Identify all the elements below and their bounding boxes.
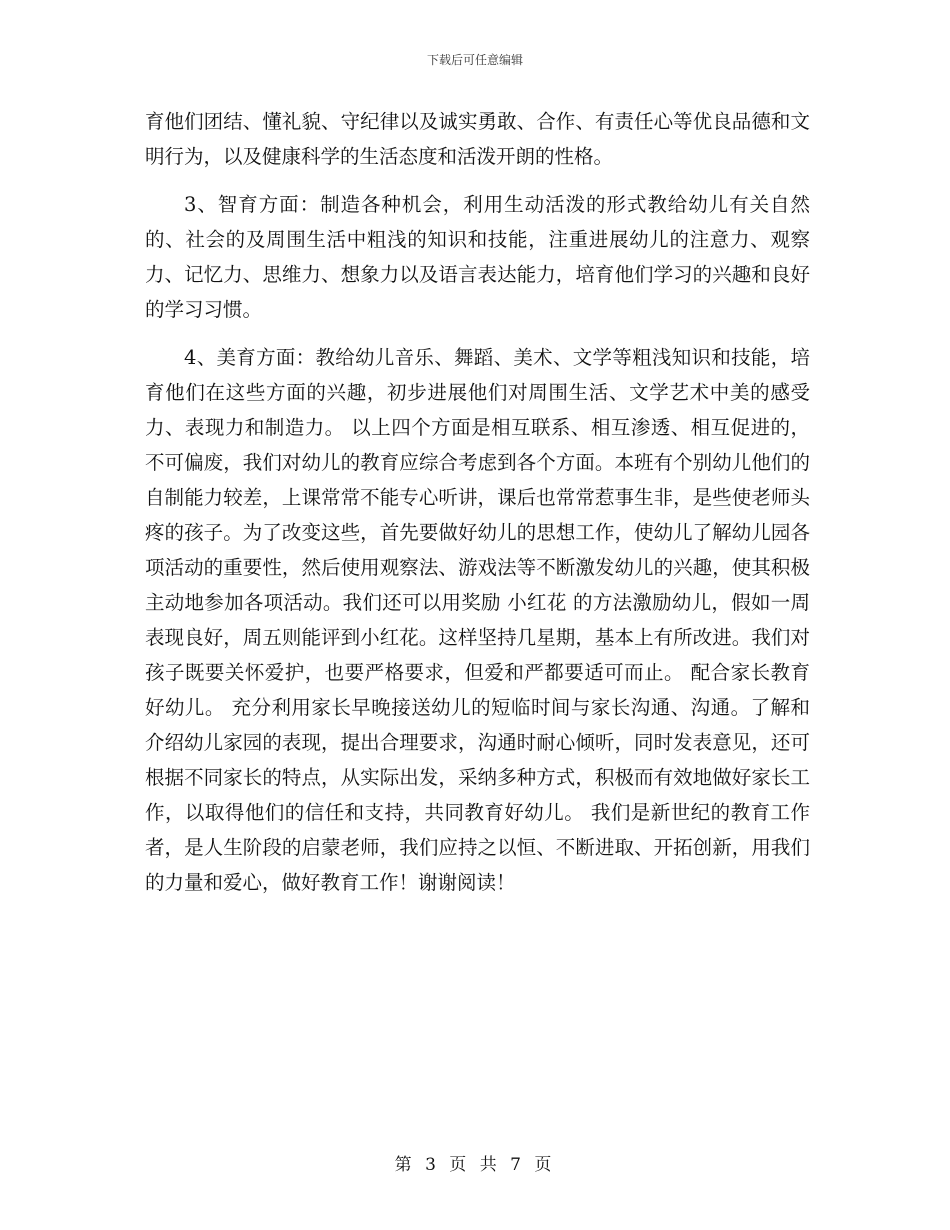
paragraph-aesthetic-education: 4、美育方面：教给幼儿音乐、舞蹈、美术、文学等粗浅知识和技能，培育他们在这些方面的兴趣，初步进展他们对周围生活、文学艺术中美的感受力、表现力和制造力。 以上四个方面是相互联系、相互渗透、相互促进的，不可偏废，我们对幼儿的教育应综合考虑到各个方面。本班有个别幼儿他们的自制能力较差，上课常常不能专心听讲，课后也常常惹事生非，是些使老师头疼的孩子。为了改变这些，首先要做好幼儿的思想工作，使幼儿了解幼儿园各项活动的重要性，然后使用观察法、游戏法等不断激发幼儿的兴趣，使其积极主动地参加各项活动。我们还可以用奖励 小红花 的方法激励幼儿，假如一周表现良好，周五则能评到小红花。这样坚持几星期，基本上有所改进。我们对孩子既要关怀爱护，也要严格要求，但爱和严都要适可而止。 配合家长教育好幼儿。 充分利用家长早晚接送幼儿的短临时间与家长沟通、沟通。了解和介绍幼儿家园的表现，提出合理要求，沟通时耐心倾听，同时发表意见，还可根据不同家长的特点，从实际出发，采纳多种方式，积极而有效地做好家长工作，以取得他们的信任和支持，共同教育好幼儿。 我们是新世纪的教育工作者，是人生阶段的启蒙老师，我们应持之以恒、不断进取、开拓创新，用我们的力量和爱心，做好教育工作！谢谢阅读！ <box>145 346 810 894</box>
paragraph-intellectual-education: 3、智育方面：制造各种机会，利用生动活泼的形式教给幼儿有关自然的、社会的及周围生活中粗浅的知识和技能，注重进展幼儿的注意力、观察力、记忆力、思维力、想象力以及语言表达能力，培育他们学习的兴趣和良好的学习习惯。 <box>145 193 810 321</box>
page-number-footer: 第 3 页 共 7 页 <box>394 1155 556 1175</box>
document-body <box>145 104 810 900</box>
page-header: 下载后可任意编辑 <box>426 53 523 67</box>
paragraph-continuation: 育他们团结、懂礼貌、守纪律以及诚实勇敢、合作、有责任心等优良品德和文明行为，以及健康科学的生活态度和活泼开朗的性格。 <box>145 110 810 168</box>
